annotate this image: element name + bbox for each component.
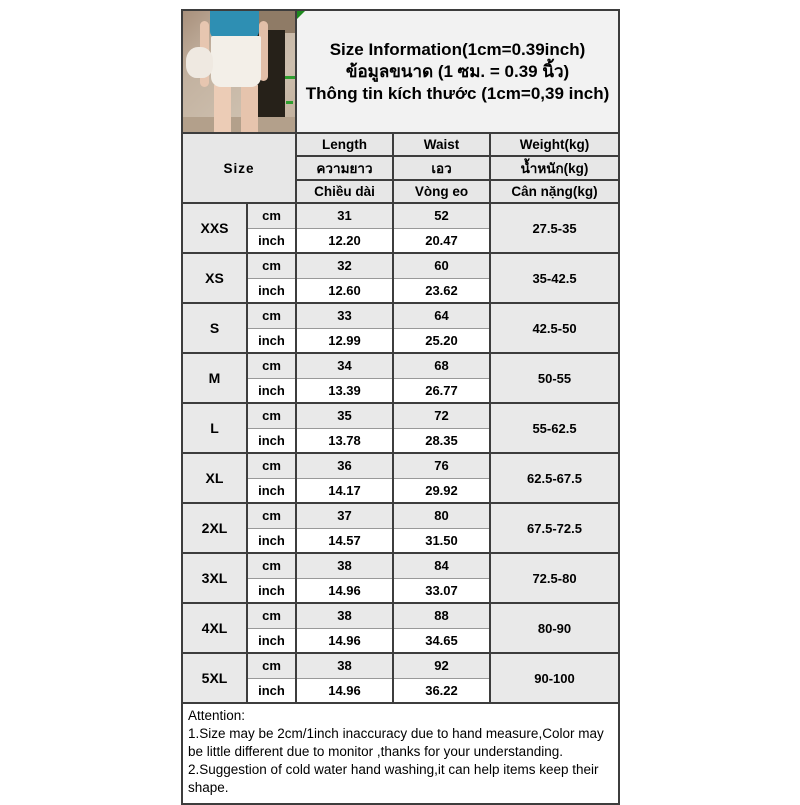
photo-teal-top-shape	[210, 11, 259, 39]
unit-cm-cell: cm	[247, 653, 296, 678]
length-inch-cell: 14.96	[296, 578, 393, 603]
size-cell: 4XL	[182, 603, 247, 653]
length-cm-cell: 31	[296, 203, 393, 228]
title-english: Size Information(1cm=0.39inch)	[329, 39, 586, 59]
attention-line-2: 2.Suggestion of cold water hand washing,it can help items keep their shape.	[188, 762, 599, 795]
length-cm-cell: 38	[296, 553, 393, 578]
waist-inch-cell: 34.65	[393, 628, 490, 653]
size-cell: XS	[182, 253, 247, 303]
weight-cell: 67.5-72.5	[490, 503, 619, 553]
photo-white-shorts-shape	[211, 36, 261, 87]
unit-inch-cell: inch	[247, 528, 296, 553]
weight-cell: 90-100	[490, 653, 619, 703]
title-thai: ข้อมูลขนาด (1 ซม. = 0.39 นิ้ว)	[345, 61, 570, 81]
col-header-length-th: ความยาว	[296, 156, 393, 180]
waist-inch-cell: 33.07	[393, 578, 490, 603]
length-cm-cell: 38	[296, 653, 393, 678]
length-inch-cell: 12.60	[296, 278, 393, 303]
weight-cell: 50-55	[490, 353, 619, 403]
length-inch-cell: 14.17	[296, 478, 393, 503]
length-cm-cell: 34	[296, 353, 393, 378]
waist-inch-cell: 36.22	[393, 678, 490, 703]
waist-cm-cell: 68	[393, 353, 490, 378]
unit-cm-cell: cm	[247, 503, 296, 528]
length-cm-cell: 37	[296, 503, 393, 528]
unit-inch-cell: inch	[247, 678, 296, 703]
product-photo-canvas	[183, 11, 295, 132]
col-header-length-vi: Chiều dài	[296, 180, 393, 203]
col-header-weight-vi: Cân nặng(kg)	[490, 180, 619, 203]
unit-inch-cell: inch	[247, 578, 296, 603]
photo-floor-shape	[183, 117, 295, 132]
length-cm-cell: 33	[296, 303, 393, 328]
photo-green-artifact	[285, 76, 295, 79]
unit-cm-cell: cm	[247, 553, 296, 578]
length-cm-cell: 35	[296, 403, 393, 428]
size-information-header	[296, 10, 619, 133]
size-cell: S	[182, 303, 247, 353]
unit-cm-cell: cm	[247, 253, 296, 278]
weight-cell: 27.5-35	[490, 203, 619, 253]
size-cell: 3XL	[182, 553, 247, 603]
waist-cm-cell: 92	[393, 653, 490, 678]
length-inch-cell: 13.78	[296, 428, 393, 453]
unit-inch-cell: inch	[247, 228, 296, 253]
waist-inch-cell: 20.47	[393, 228, 490, 253]
unit-cm-cell: cm	[247, 303, 296, 328]
waist-inch-cell: 25.20	[393, 328, 490, 353]
unit-cm-cell: cm	[247, 453, 296, 478]
length-cm-cell: 38	[296, 603, 393, 628]
length-inch-cell: 12.20	[296, 228, 393, 253]
size-cell: 5XL	[182, 653, 247, 703]
col-header-length-en: Length	[296, 133, 393, 156]
weight-cell: 55-62.5	[490, 403, 619, 453]
unit-inch-cell: inch	[247, 378, 296, 403]
waist-cm-cell: 88	[393, 603, 490, 628]
size-cell: XL	[182, 453, 247, 503]
waist-inch-cell: 31.50	[393, 528, 490, 553]
photo-right-leg-shape	[241, 85, 258, 132]
weight-cell: 62.5-67.5	[490, 453, 619, 503]
unit-cm-cell: cm	[247, 203, 296, 228]
size-cell: M	[182, 353, 247, 403]
col-header-weight-en: Weight(kg)	[490, 133, 619, 156]
waist-inch-cell: 28.35	[393, 428, 490, 453]
photo-handbag-shape	[186, 47, 213, 77]
unit-cm-cell: cm	[247, 403, 296, 428]
unit-cm-cell: cm	[247, 353, 296, 378]
photo-green-artifact	[286, 101, 293, 104]
unit-inch-cell: inch	[247, 328, 296, 353]
size-column-header: Size	[182, 133, 296, 203]
waist-cm-cell: 72	[393, 403, 490, 428]
unit-inch-cell: inch	[247, 478, 296, 503]
attention-note	[182, 703, 619, 804]
col-header-waist-vi: Vòng eo	[393, 180, 490, 203]
waist-cm-cell: 84	[393, 553, 490, 578]
length-inch-cell: 14.57	[296, 528, 393, 553]
unit-inch-cell: inch	[247, 428, 296, 453]
weight-cell: 80-90	[490, 603, 619, 653]
size-chart-table	[181, 9, 620, 805]
photo-left-leg-shape	[214, 85, 231, 132]
length-inch-cell: 12.99	[296, 328, 393, 353]
length-cm-cell: 32	[296, 253, 393, 278]
waist-cm-cell: 52	[393, 203, 490, 228]
waist-inch-cell: 26.77	[393, 378, 490, 403]
weight-cell: 35-42.5	[490, 253, 619, 303]
size-cell: XXS	[182, 203, 247, 253]
size-cell: L	[182, 403, 247, 453]
waist-cm-cell: 64	[393, 303, 490, 328]
length-cm-cell: 36	[296, 453, 393, 478]
unit-inch-cell: inch	[247, 628, 296, 653]
col-header-waist-en: Waist	[393, 133, 490, 156]
waist-cm-cell: 60	[393, 253, 490, 278]
product-photo	[182, 10, 296, 133]
waist-inch-cell: 29.92	[393, 478, 490, 503]
col-header-weight-th: น้ำหนัก(kg)	[490, 156, 619, 180]
size-cell: 2XL	[182, 503, 247, 553]
length-inch-cell: 14.96	[296, 678, 393, 703]
unit-cm-cell: cm	[247, 603, 296, 628]
waist-cm-cell: 76	[393, 453, 490, 478]
green-corner-marker-icon	[297, 11, 305, 19]
weight-cell: 42.5-50	[490, 303, 619, 353]
attention-title: Attention:	[188, 708, 246, 723]
weight-cell: 72.5-80	[490, 553, 619, 603]
length-inch-cell: 14.96	[296, 628, 393, 653]
attention-line-1: 1.Size may be 2cm/1inch inaccuracy due to hand measure,Color may be little different due to monitor ,thanks for your understanding.	[188, 726, 604, 759]
waist-inch-cell: 23.62	[393, 278, 490, 303]
title-vietnamese: Thông tin kích thước (1cm=0,39 inch)	[305, 83, 610, 103]
length-inch-cell: 13.39	[296, 378, 393, 403]
waist-cm-cell: 80	[393, 503, 490, 528]
col-header-waist-th: เอว	[393, 156, 490, 180]
unit-inch-cell: inch	[247, 278, 296, 303]
